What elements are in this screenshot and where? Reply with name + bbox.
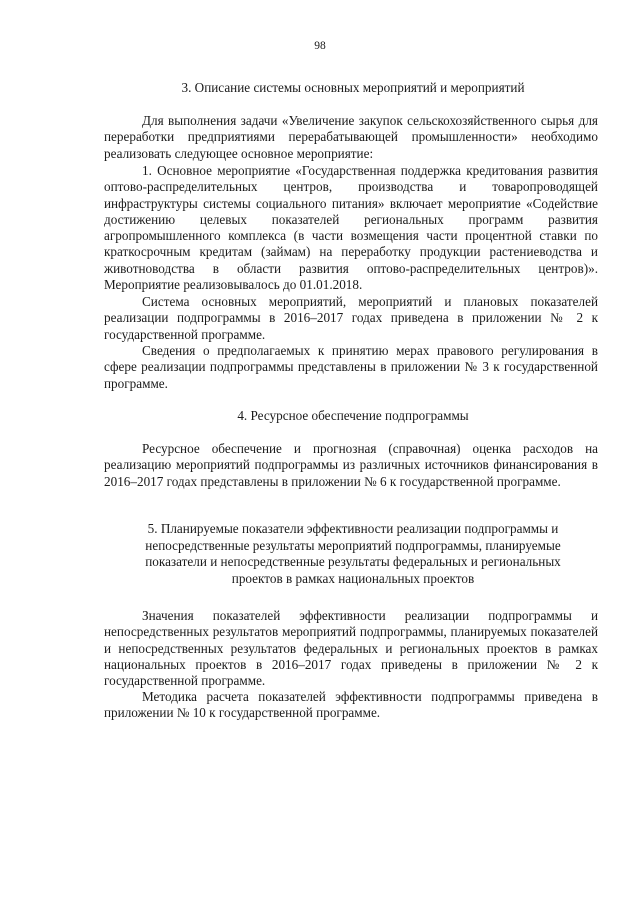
section-5-paragraph-1: Значения показателей эффективности реализации подпрограммы и непосредственных результатов мероприятий подпрограммы, планируемых показателей и непосредственных результатов федеральных и региональных проектов в рамках национальных проектов в 2016–2017 годах приведены в приложении № 2 к государственной программе. xyxy=(104,608,598,689)
section-3-paragraph-4: Сведения о предполагаемых к принятию мерах правового регулирования в сфере реализации подпрограммы представлены в приложении № 3 к государственной программе. xyxy=(104,343,598,391)
section-3-heading: 3. Описание системы основных мероприятий и мероприятий xyxy=(181,80,525,95)
section-3-paragraph-2: 1. Основное мероприятие «Государственная поддержка кредитования развития оптово-распределительных центров, производства и товаропроводящей инфраструктуры системы социального питания» включает мероприятие «Содействие достижению целевых показателей региональных программ развития агропромышленного комплекса (в части возмещения части процентной ставки по краткосрочным кредитам (займам) на переработку продукции растениеводства и животноводства в области развития оптово-распределительных центров)». Мероприятие реализовывалось до 01.01.2018. xyxy=(104,163,598,293)
section-5-heading-line-1: 5. Планируемые показатели эффективности реализации подпрограммы и xyxy=(147,521,559,536)
section-5-heading-line-4: проектов в рамках национальных проектов xyxy=(231,570,475,586)
section-4-heading: 4. Ресурсное обеспечение подпрограммы xyxy=(237,408,469,423)
section-5-paragraph-2: Методика расчета показателей эффективности подпрограммы приведена в приложении № 10 к государственной программе. xyxy=(104,689,598,721)
section-4-paragraph-1: Ресурсное обеспечение и прогнозная (справочная) оценка расходов на реализацию мероприятий подпрограммы из различных источников финансирования в 2016–2017 годах представлены в приложении № 6 к государственной программе. xyxy=(104,441,598,489)
section-3-paragraph-1: Для выполнения задачи «Увеличение закупок сельскохозяйственного сырья для переработки предприятиями перерабатывающей промышленности» необходимо реализовать следующее основное мероприятие: xyxy=(104,113,598,161)
section-3-paragraph-3: Система основных мероприятий, мероприятий и плановых показателей реализации подпрограммы в 2016–2017 годах приведена в приложении № 2 к государственной программе. xyxy=(104,294,598,342)
page-number: 98 xyxy=(314,40,326,52)
section-5-heading-line-3: показатели и непосредственные результаты федеральных и региональных xyxy=(145,554,561,569)
section-5-heading xyxy=(118,521,588,587)
section-5-heading-line-2: непосредственные результаты мероприятий подпрограммы, планируемые xyxy=(145,537,561,553)
